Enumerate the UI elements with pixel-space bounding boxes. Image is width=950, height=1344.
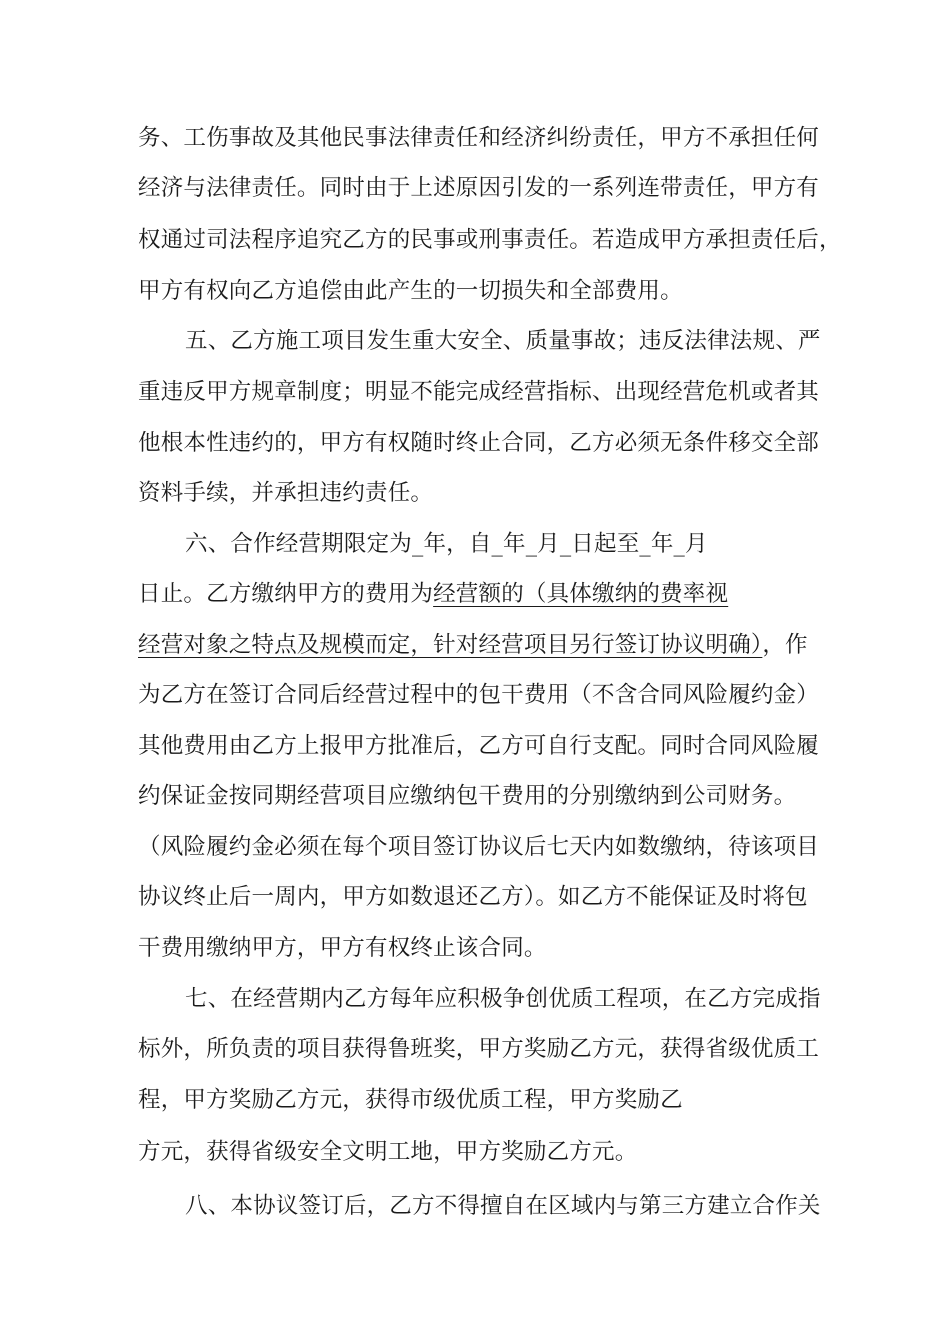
text-line: 协议终止后一周内，甲方如数退还乙方）。如乙方不能保证及时将包	[138, 884, 808, 910]
text-line: 约保证金按同期经营项目应缴纳包干费用的分别缴纳到公司财务。	[138, 783, 797, 809]
text-line: 权通过司法程序追究乙方的民事或刑事责任。若造成甲方承担责任后，	[138, 227, 842, 253]
text-line: 干费用缴纳甲方，甲方有权终止该合同。	[138, 935, 547, 961]
text-line	[138, 579, 728, 609]
paragraph-8-start: 八、本协议签订后，乙方不得擅自在区域内与第三方建立合作关	[185, 1193, 821, 1219]
text-line: 经济与法律责任。同时由于上述原因引发的一系列连带责任，甲方有	[138, 175, 820, 201]
paragraph-6-start: 六、合作经营期限定为_年，自_年_月_日起至_年_月	[185, 531, 708, 557]
text-line: 其他费用由乙方上报甲方批准后，乙方可自行支配。同时合同风险履	[138, 733, 820, 759]
text-line: 务、工伤事故及其他民事法律责任和经济纠纷责任，甲方不承担任何	[138, 125, 820, 151]
text-line: 程，甲方奖励乙方元，获得市级优质工程，甲方奖励乙	[138, 1087, 683, 1113]
underlined-text: 经营对象之特点及规模而定，针对经营项目另行签订协议明确）	[138, 632, 763, 658]
text-line: （风险履约金必须在每个项目签订协议后七天内如数缴纳，待该项目	[138, 834, 820, 860]
text-line	[138, 630, 808, 660]
text-line: 资料手续，并承担违约责任。	[138, 480, 434, 506]
paragraph-5-start: 五、乙方施工项目发生重大安全、质量事故；违反法律法规、严	[185, 328, 821, 354]
underlined-text: 经营额的（具体缴纳的费率视	[433, 581, 729, 607]
text-segment: 日止。乙方缴纳甲方的费用为	[138, 581, 434, 607]
text-line: 重违反甲方规章制度；明显不能完成经营指标、出现经营危机或者其	[138, 379, 820, 405]
text-line: 他根本性违约的，甲方有权随时终止合同，乙方必须无条件移交全部	[138, 430, 820, 456]
text-segment: ，作	[762, 632, 808, 658]
text-line: 甲方有权向乙方追偿由此产生的一切损失和全部费用。	[138, 278, 683, 304]
text-line: 为乙方在签订合同后经营过程中的包干费用（不含合同风险履约金）	[138, 682, 820, 708]
text-line: 方元，获得省级安全文明工地，甲方奖励乙方元。	[138, 1139, 638, 1165]
paragraph-7-start: 七、在经营期内乙方每年应积极争创优质工程项，在乙方完成指	[185, 986, 821, 1012]
text-line: 标外，所负责的项目获得鲁班奖，甲方奖励乙方元，获得省级优质工	[138, 1036, 820, 1062]
